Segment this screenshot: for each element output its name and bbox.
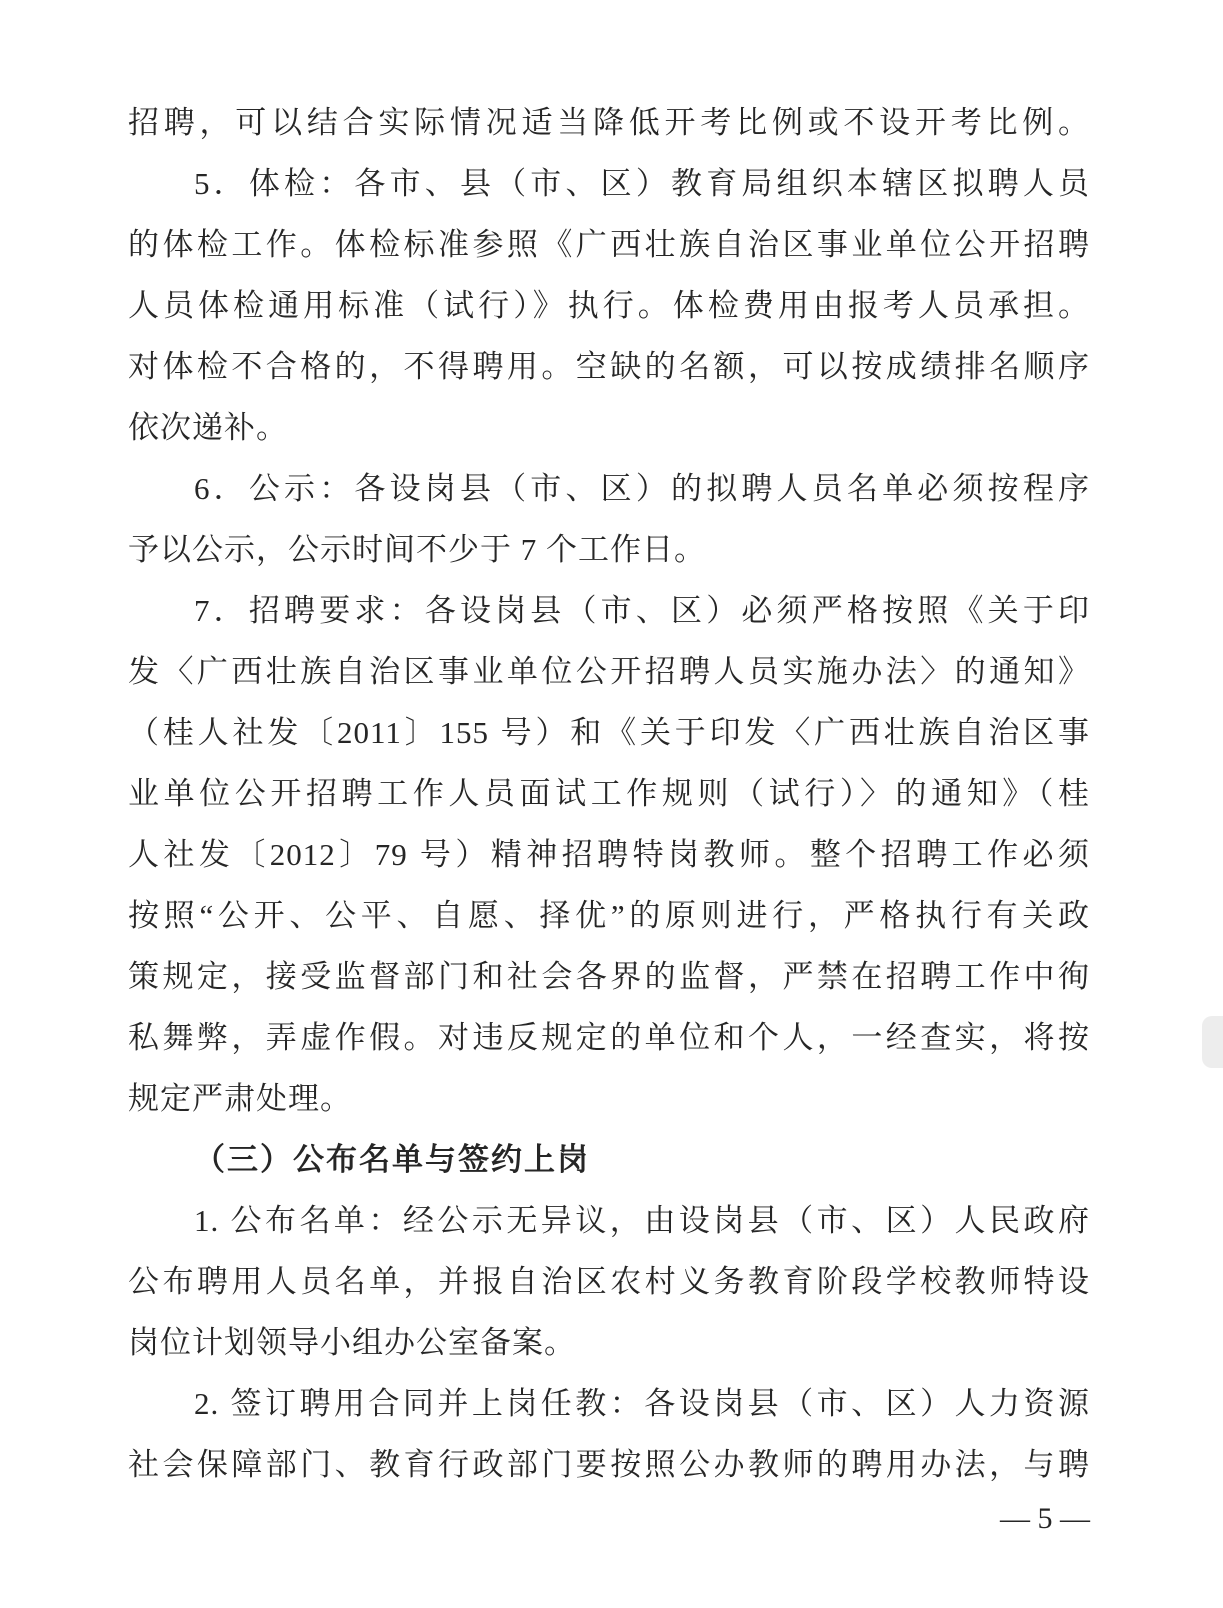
doc-line: 岗位计划领导小组办公室备案。 bbox=[128, 1325, 576, 1360]
doc-line: 1. 公布名单：经公示无异议，由设岗县（市、区）人民政府 bbox=[194, 1203, 1090, 1238]
document-body bbox=[128, 92, 1090, 1495]
page-number: — 5 — bbox=[1000, 1502, 1090, 1535]
doc-line: 人社发〔2012〕79 号）精神招聘特岗教师。整个招聘工作必须 bbox=[128, 837, 1090, 872]
doc-line: 招聘，可以结合实际情况适当降低开考比例或不设开考比例。 bbox=[128, 105, 1090, 140]
doc-line: 6．公示：各设岗县（市、区）的拟聘人员名单必须按程序 bbox=[194, 471, 1090, 506]
doc-line: 依次递补。 bbox=[128, 410, 288, 445]
doc-line: 2. 签订聘用合同并上岗任教：各设岗县（市、区）人力资源 bbox=[194, 1386, 1090, 1421]
doc-line: 予以公示，公示时间不少于 7 个工作日。 bbox=[128, 532, 706, 567]
doc-line: 规定严肃处理。 bbox=[128, 1081, 352, 1116]
scrollbar-thumb[interactable] bbox=[1202, 1016, 1223, 1068]
doc-line: 业单位公开招聘工作人员面试工作规则（试行）〉的通知》（桂 bbox=[128, 776, 1090, 811]
doc-line: 策规定，接受监督部门和社会各界的监督，严禁在招聘工作中徇 bbox=[128, 959, 1090, 994]
doc-line: 按照“公开、公平、自愿、择优”的原则进行，严格执行有关政 bbox=[128, 898, 1090, 933]
doc-line: 对体检不合格的，不得聘用。空缺的名额，可以按成绩排名顺序 bbox=[128, 349, 1090, 384]
doc-line: 5．体检：各市、县（市、区）教育局组织本辖区拟聘人员 bbox=[194, 166, 1090, 201]
doc-line: 公布聘用人员名单，并报自治区农村义务教育阶段学校教师特设 bbox=[128, 1264, 1090, 1299]
doc-line: 7．招聘要求：各设岗县（市、区）必须严格按照《关于印 bbox=[194, 593, 1090, 628]
doc-line: 发〈广西壮族自治区事业单位公开招聘人员实施办法〉的通知》 bbox=[128, 654, 1090, 689]
doc-line: （桂人社发〔2011〕155 号）和《关于印发〈广西壮族自治区事 bbox=[128, 715, 1090, 750]
section-heading: （三）公布名单与签约上岗 bbox=[194, 1142, 590, 1177]
doc-line: 社会保障部门、教育行政部门要按照公办教师的聘用办法，与聘 bbox=[128, 1447, 1090, 1482]
doc-line: 人员体检通用标准（试行）》执行。体检费用由报考人员承担。 bbox=[128, 288, 1090, 323]
doc-line: 私舞弊，弄虚作假。对违反规定的单位和个人，一经查实，将按 bbox=[128, 1020, 1090, 1055]
doc-line: 的体检工作。体检标准参照《广西壮族自治区事业单位公开招聘 bbox=[128, 227, 1090, 262]
